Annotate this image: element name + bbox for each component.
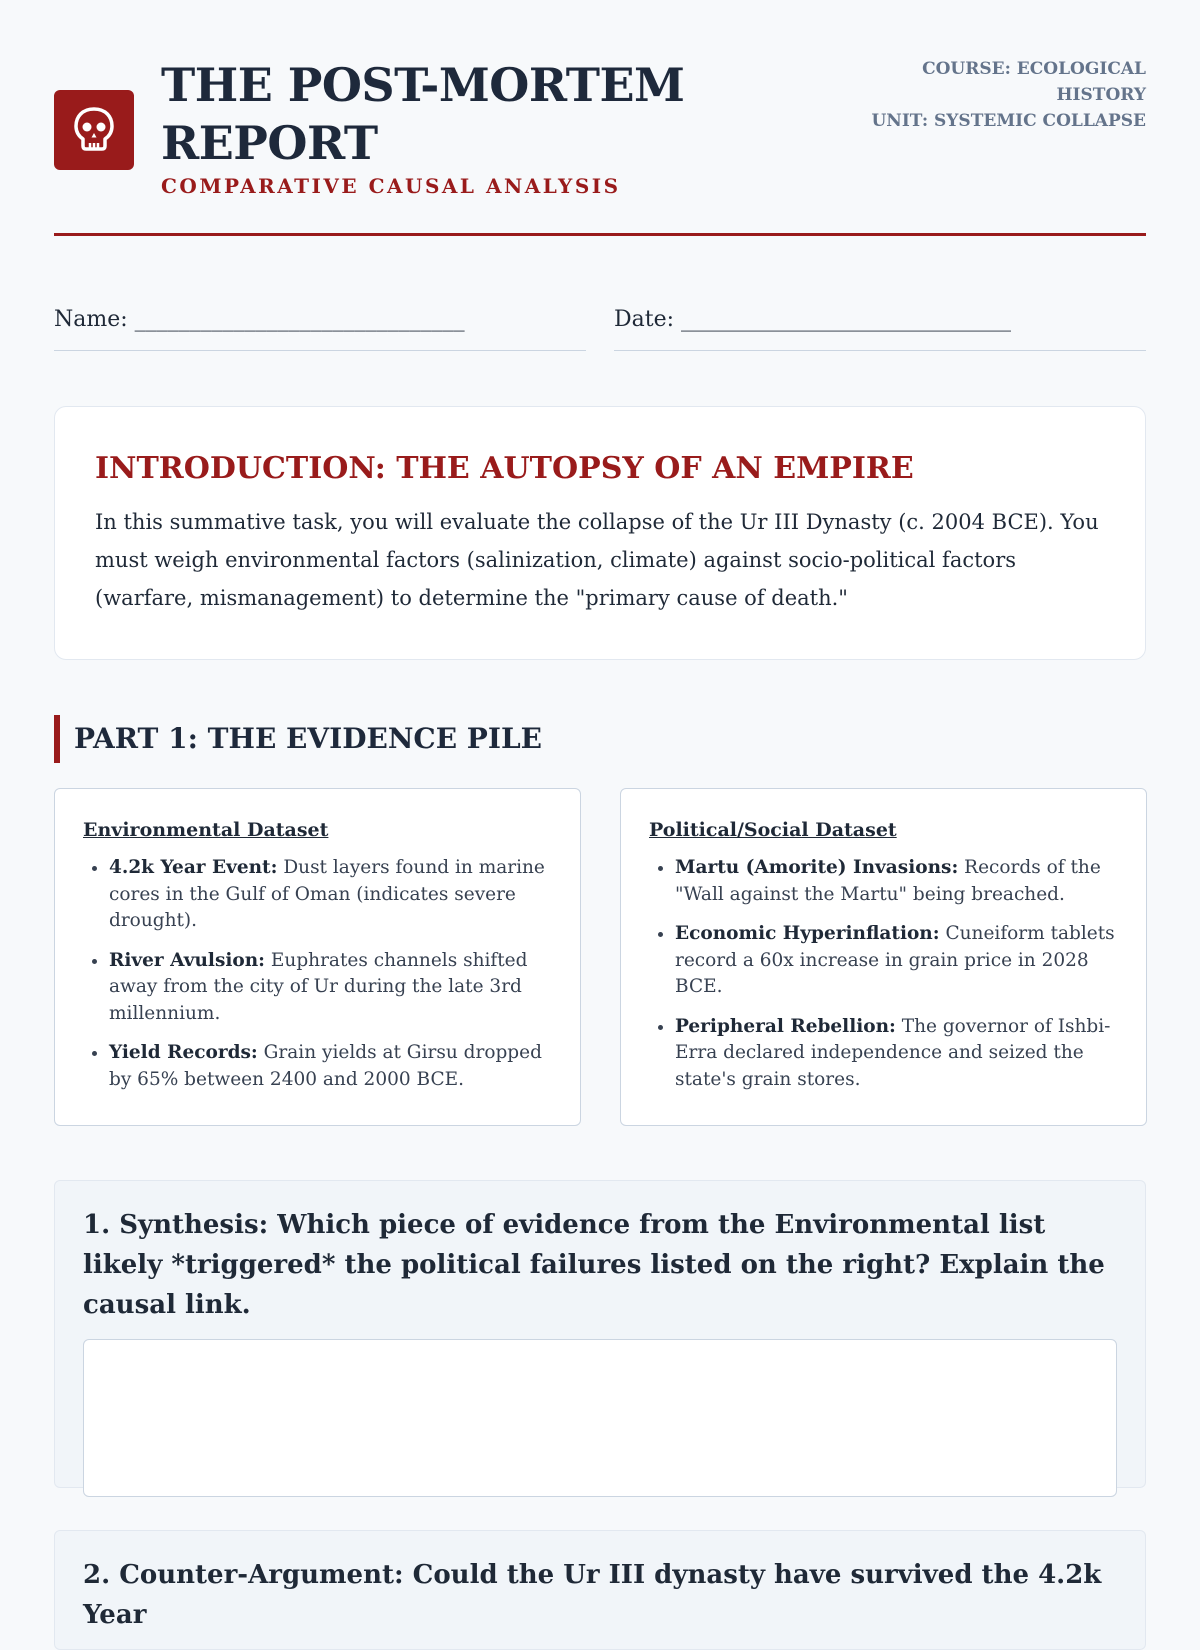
environmental-dataset-title: Environmental Dataset bbox=[83, 819, 329, 841]
name-field[interactable]: Name: ______________________________ bbox=[54, 300, 586, 351]
political-evidence-list bbox=[649, 855, 1118, 1093]
list-item bbox=[675, 1014, 1118, 1094]
skull-icon bbox=[72, 106, 116, 154]
environmental-dataset-card bbox=[54, 788, 581, 1126]
introduction-body: In this summative task, you will evaluate the collapse of the Ur III Dynasty (c. 2004 BCE). You must weigh environmental factors (salinization, climate) against socio-political factors (warfare, mismanagement) to determine the "primary cause of death." bbox=[95, 510, 1099, 610]
evidence-text: Cuneiform tablets record a 60x increase in grain price in 2028 BCE. bbox=[675, 923, 1115, 997]
evidence-label: River Avulsion: bbox=[109, 949, 266, 971]
introduction-card bbox=[54, 406, 1146, 660]
date-field[interactable]: Date: ______________________________ bbox=[614, 300, 1146, 351]
report-subtitle: COMPARATIVE CAUSAL ANALYSIS bbox=[161, 174, 621, 198]
answer-box[interactable] bbox=[83, 1339, 1117, 1497]
evidence-text: Euphrates channels shifted away from the city of Ur during the late 3rd millennium. bbox=[109, 949, 528, 1024]
logo-badge bbox=[54, 90, 134, 170]
part1-heading: PART 1: THE EVIDENCE PILE bbox=[54, 715, 542, 763]
question-synthesis bbox=[54, 1180, 1146, 1488]
list-item bbox=[675, 855, 1118, 908]
course-meta bbox=[846, 56, 1146, 134]
report-header bbox=[54, 56, 1146, 206]
title-block bbox=[161, 56, 781, 198]
political-dataset-title: Political/Social Dataset bbox=[649, 819, 897, 841]
evidence-text: Dust layers found in marine cores in the Gulf of Oman (indicates severe drought). bbox=[109, 857, 545, 931]
evidence-text: The governor of Ishbi-Erra declared independence and seized the state's grain stores. bbox=[675, 1015, 1111, 1090]
evidence-text: Grain yields at Girsu dropped by 65% between 2400 and 2000 BCE. bbox=[109, 1042, 542, 1090]
list-item bbox=[109, 1040, 552, 1093]
unit-label: UNIT: SYSTEMIC COLLAPSE bbox=[871, 111, 1146, 131]
list-item bbox=[109, 948, 552, 1028]
report-title: THE POST-MORTEM REPORT bbox=[161, 58, 685, 170]
evidence-label: Yield Records: bbox=[109, 1042, 258, 1063]
evidence-label: Economic Hyperinflation: bbox=[675, 923, 940, 944]
course-label: COURSE: ECOLOGICAL HISTORY bbox=[922, 59, 1146, 105]
political-dataset-card bbox=[620, 788, 1147, 1126]
header-divider bbox=[54, 233, 1146, 236]
list-item bbox=[109, 855, 552, 935]
evidence-text: Records of the "Wall against the Martu" being breached. bbox=[675, 857, 1101, 905]
evidence-label: 4.2k Year Event: bbox=[109, 857, 278, 878]
introduction-heading: INTRODUCTION: THE AUTOPSY OF AN EMPIRE bbox=[95, 451, 914, 486]
evidence-label: Peripheral Rebellion: bbox=[675, 1015, 896, 1037]
environmental-evidence-list bbox=[83, 855, 552, 1093]
question-text: 1. Synthesis: Which piece of evidence from the Environmental list likely *triggered* the political failures listed on the right? Explain the causal link. bbox=[83, 1210, 1105, 1320]
list-item bbox=[675, 921, 1118, 1001]
question-counter-argument bbox=[54, 1530, 1146, 1650]
evidence-label: Martu (Amorite) Invasions: bbox=[675, 857, 959, 878]
question-text: 2. Counter-Argument: Could the Ur III dynasty have survived the 4.2k Year bbox=[83, 1560, 1102, 1630]
